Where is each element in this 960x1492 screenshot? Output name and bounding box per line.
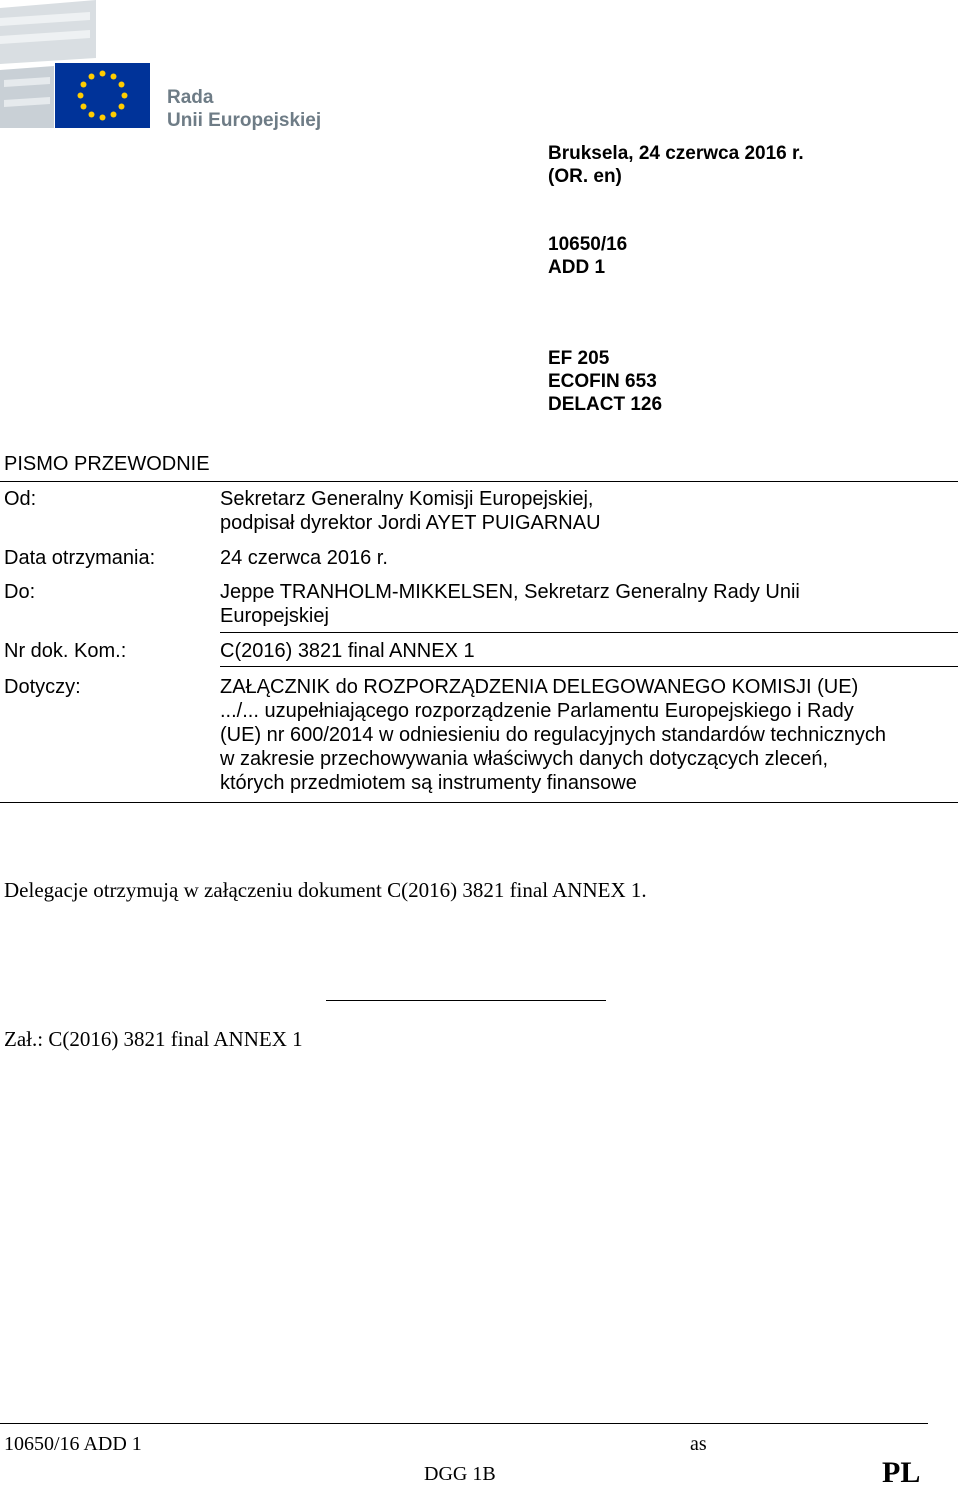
footer-department: DGG 1B (424, 1463, 496, 1485)
subject-line: ZAŁĄCZNIK do ROZPORZĄDZENIA DELEGOWANEGO KOMISJI (UE) (220, 676, 859, 698)
divider (0, 481, 958, 482)
code-item: EF 205 (548, 348, 610, 369)
commission-doc-label: Nr dok. Kom.: (4, 640, 127, 662)
place-date-block (548, 142, 804, 188)
body-text: Delegacje otrzymują w załączeniu dokument C(2016) 3821 final ANNEX 1. (4, 878, 647, 902)
doc-number-block (548, 233, 627, 279)
divider (220, 632, 958, 633)
place-date: Bruksela, 24 czerwca 2016 r. (548, 143, 804, 164)
signature-line (326, 1000, 606, 1001)
code-item: DELACT 126 (548, 394, 663, 415)
divider (0, 802, 958, 803)
to-label: Do: (4, 581, 36, 603)
commission-doc-value: C(2016) 3821 final ANNEX 1 (220, 640, 475, 662)
from-label: Od: (4, 488, 37, 510)
doc-number: 10650/16 (548, 234, 628, 255)
subject-value (220, 675, 958, 795)
enclosure-text: Zał.: C(2016) 3821 final ANNEX 1 (4, 1027, 303, 1051)
to-value (220, 580, 958, 628)
interinstitutional-codes (548, 347, 662, 416)
council-name-line1: Rada (167, 87, 214, 108)
footer-initials: as (690, 1433, 707, 1455)
from-value-line2: podpisał dyrektor Jordi AYET PUIGARNAU (220, 512, 601, 534)
to-value-line1: Jeppe TRANHOLM-MIKKELSEN, Sekretarz Generalny Rady Unii (220, 581, 800, 603)
subject-line: w zakresie przechowywania właściwych danych dotyczących zleceń, (220, 748, 829, 770)
divider (220, 666, 958, 667)
from-value (220, 487, 958, 535)
council-name-line2: Unii Europejskiej (167, 110, 322, 131)
footer-divider (0, 1423, 928, 1424)
original-language: (OR. en) (548, 166, 622, 187)
council-name (167, 86, 321, 132)
cover-note-heading: PISMO PRZEWODNIE (4, 453, 210, 475)
subject-line: których przedmiotem są instrumenty finansowe (220, 772, 637, 794)
addendum-number: ADD 1 (548, 257, 606, 278)
received-value: 24 czerwca 2016 r. (220, 547, 388, 569)
code-item: ECOFIN 653 (548, 371, 657, 392)
subject-label: Dotyczy: (4, 676, 81, 698)
subject-line: .../... uzupełniającego rozporządzenie Parlamentu Europejskiego i Rady (220, 700, 854, 722)
subject-line: (UE) nr 600/2014 w odniesieniu do regulacyjnych standardów technicznych (220, 724, 886, 746)
to-value-line2: Europejskiej (220, 605, 329, 627)
footer-language: PL (882, 1456, 921, 1489)
received-label: Data otrzymania: (4, 547, 156, 569)
from-value-line1: Sekretarz Generalny Komisji Europejskiej, (220, 488, 594, 510)
footer-doc-ref: 10650/16 ADD 1 (4, 1433, 142, 1455)
